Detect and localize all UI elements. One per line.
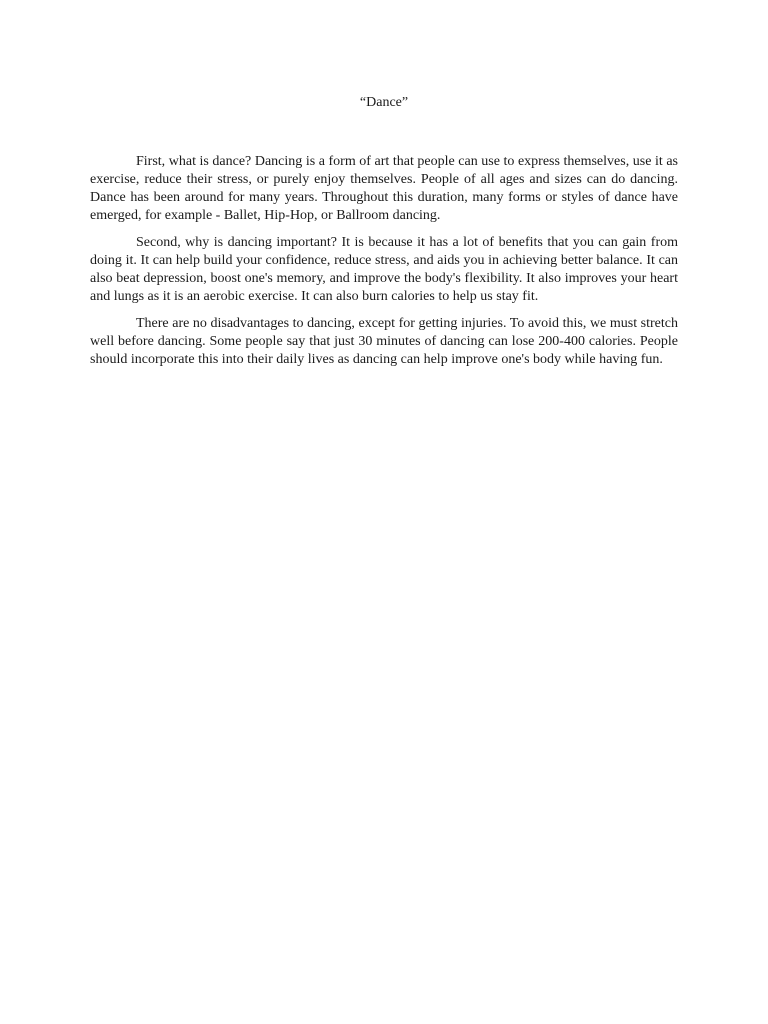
paragraph-importance: Second, why is dancing important? It is because it has a lot of benefits that you can gain from doing it. It can help build your confidence, reduce stress, and aids you in achieving better balance. It can also beat depression, boost one's memory, and improve the body's flexibility. It also improves your heart and lungs as it is an aerobic exercise. It can also burn calories to help us stay fit. [90,235,678,304]
paragraph-disadvantages: There are no disadvantages to dancing, except for getting injuries. To avoid this, we must stretch well before dancing. Some people say that just 30 minutes of dancing can lose 200-400 calories. People should incorporate this into their daily lives as dancing can help improve one's body while having fun. [90,316,678,367]
paragraph-intro: First, what is dance? Dancing is a form of art that people can use to express themselves, use it as exercise, reduce their stress, or purely enjoy themselves. People of all ages and sizes can do dancing. Dance has been around for many years. Throughout this duration, many forms or styles of dance have emerged, for example - Ballet, Hip-Hop, or Ballroom dancing. [90,154,678,223]
document-title: “Dance” [359,95,409,110]
document-body [90,153,678,378]
